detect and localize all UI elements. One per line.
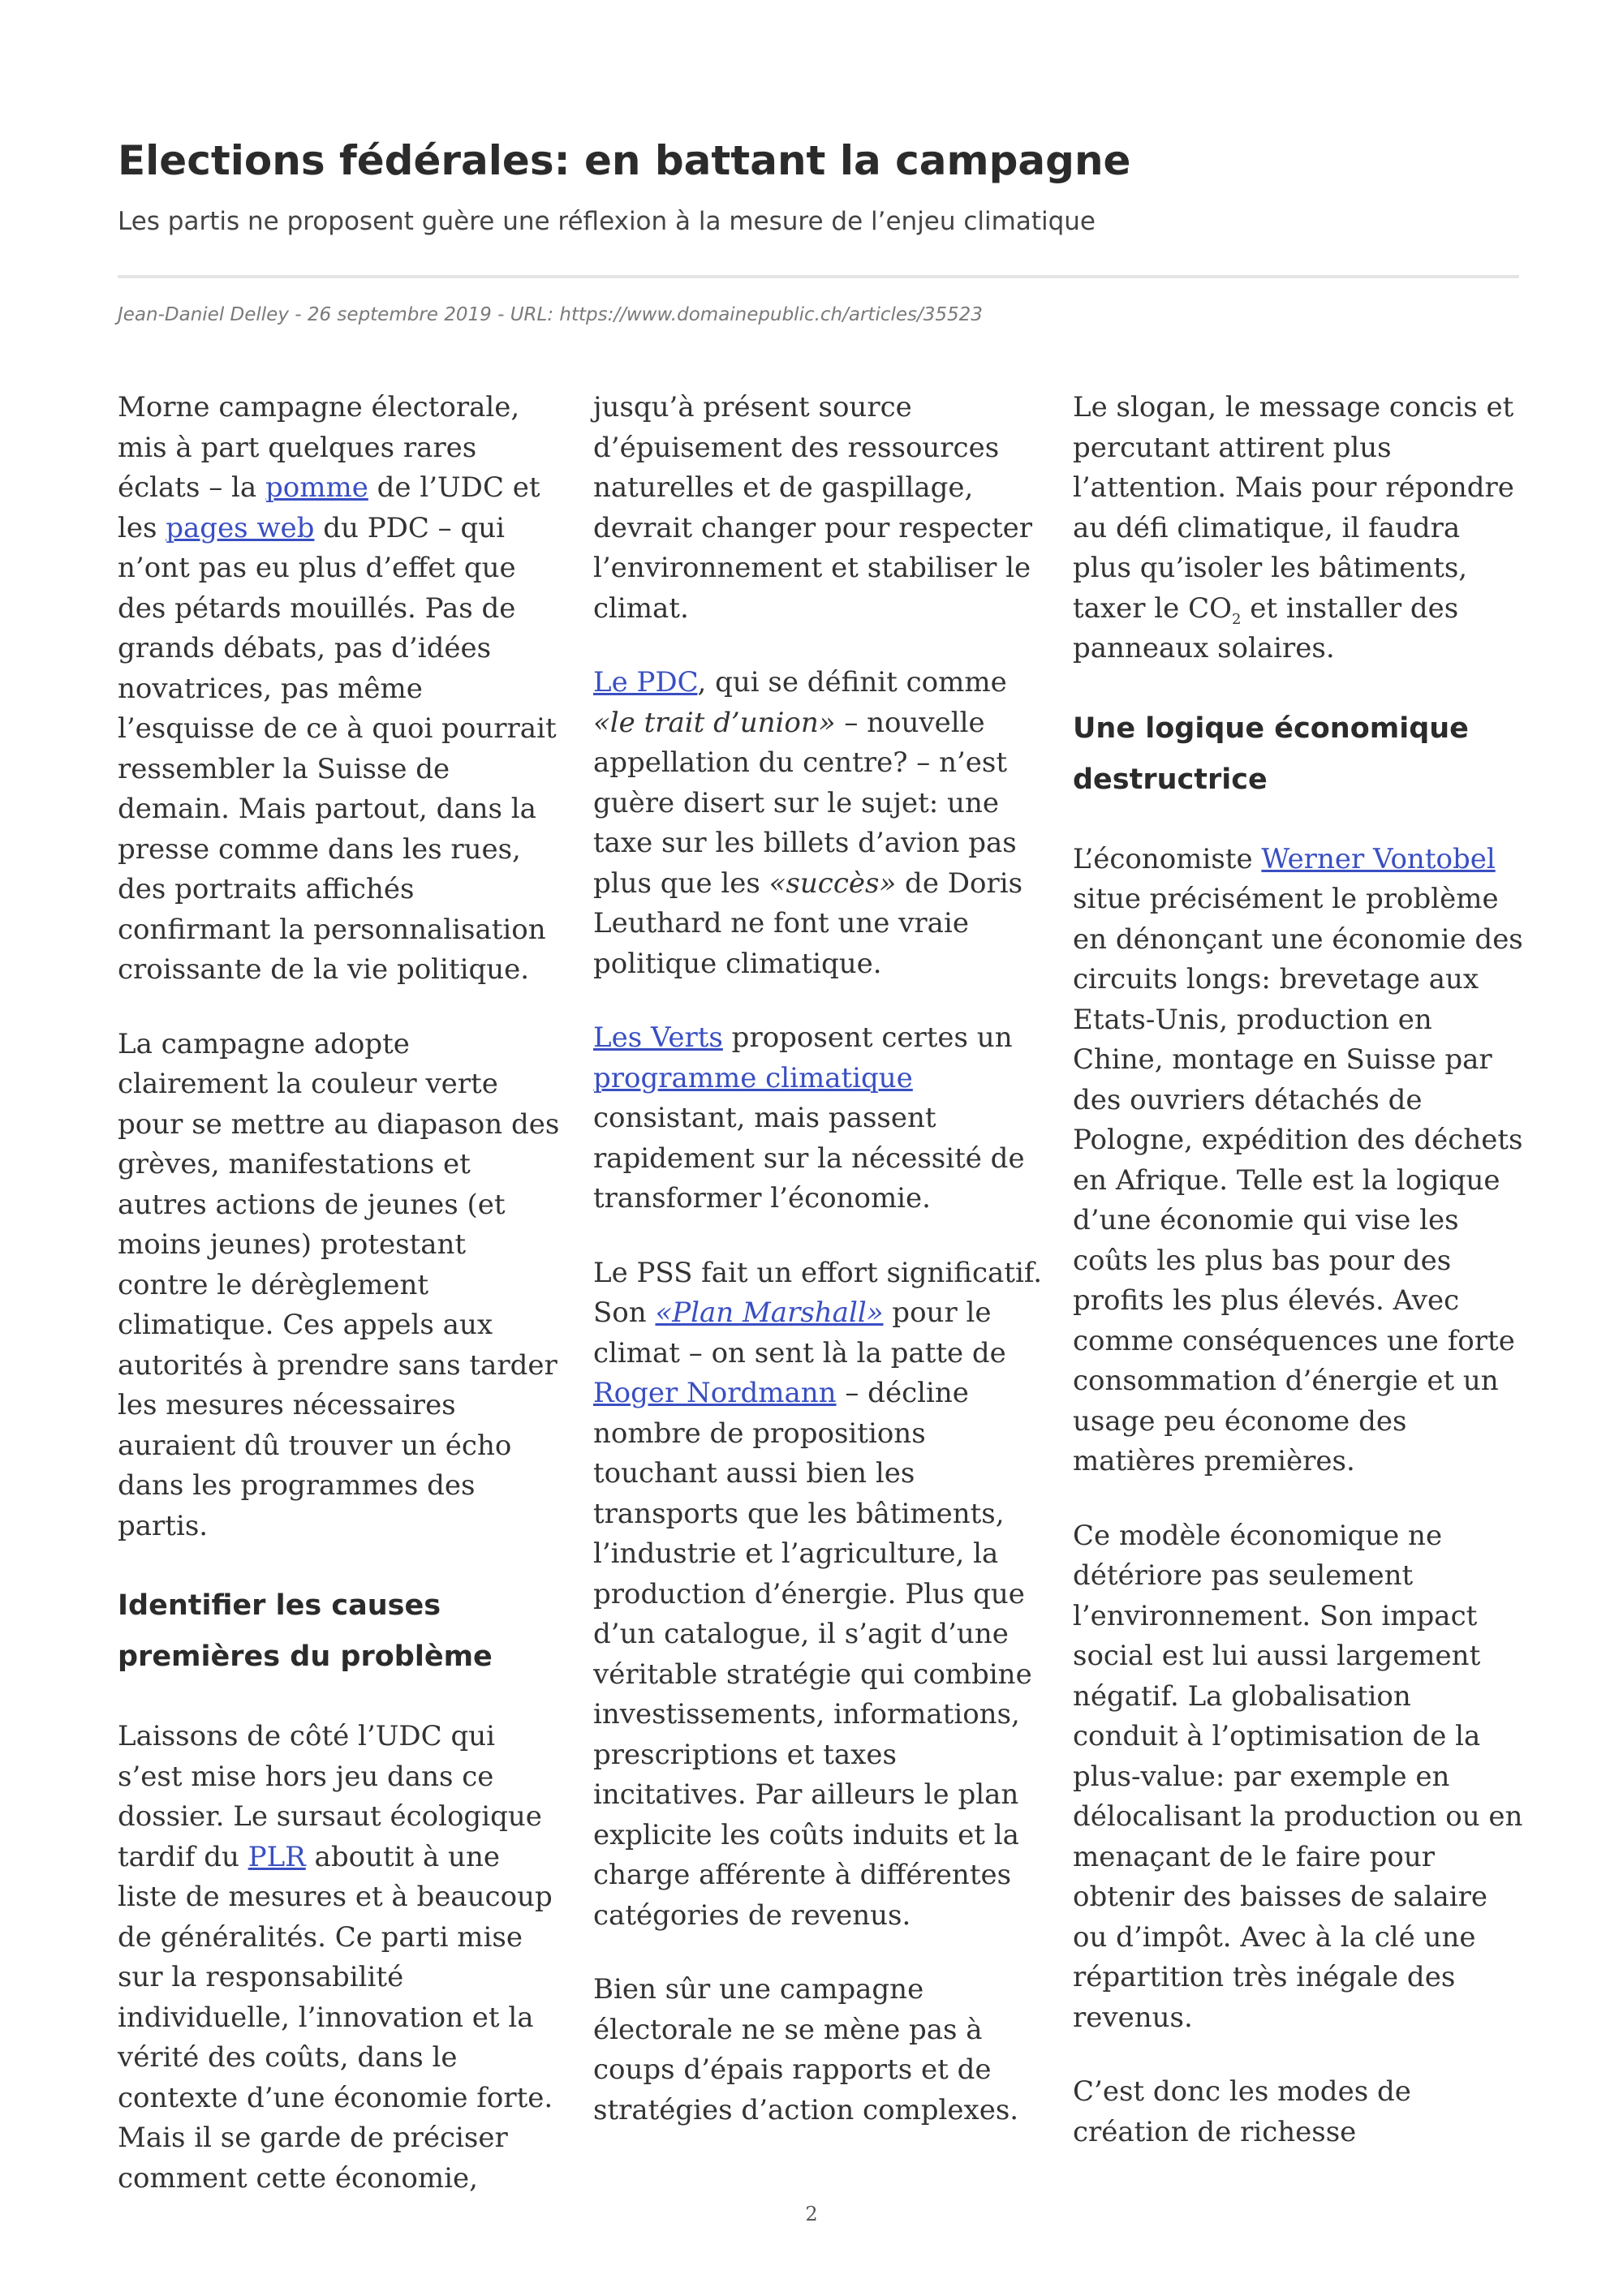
column-1 bbox=[118, 388, 564, 2233]
paragraph-8: L’économiste Werner Vontobel situe précisément le problème en dénonçant une économie des circuits longs: brevetage aux Etats-Unis, production en Chine, montage en Suisse par des ouvriers détachés de Pologne, expédition des déchets en Afrique. Telle est la logique d’une économie qui vise les coûts les plus bas pour des profits les plus élevés. Avec comme conséquences une forte consommation d’énergie et un usage peu économe des matières premières. bbox=[1073, 842, 1523, 1477]
subscript-2: 2 bbox=[1231, 610, 1242, 628]
link-programme-climatique[interactable]: programme climatique bbox=[593, 1061, 913, 1094]
quote-succes: «succès» bbox=[768, 866, 897, 900]
page-number: 2 bbox=[805, 2203, 818, 2225]
quote-trait-union: «le trait d’union» bbox=[593, 706, 836, 739]
paragraph-3: Laissons de côté l’UDC qui s’est mise hors jeu dans ce dossier. Le sursaut écologique tardif du PLR aboutit à une liste de mesures et à beaucoup de généralités. Ce parti mise sur la responsabilité individuelle, l’innovation et la vérité des coûts, dans le contexte d’une économie forte. Mais il se garde de préciser comment cette économie, bbox=[118, 1720, 553, 2195]
paragraph-3-text: aboutit à une liste de mesures et à beaucoup de généralités. Ce parti mise sur la responsabilité individuelle, l’innovation et la vérité des coûts, dans le contexte d’une économie forte. Mais il se garde de préciser comment cette économie, bbox=[118, 1840, 553, 2195]
article-meta: Jean-Daniel Delley - 26 septembre 2019 - URL: https://www.domainepublic.ch/articles/35523 bbox=[118, 304, 983, 325]
paragraph-2: La campagne adopte clairement la couleur verte pour se mettre au diapason des grèves, manifestations et autres actions de jeunes (et moins jeunes) protestant contre le dérèglement climatique. Ces appels aux autorités à prendre sans tarder les mesures nécessaires auraient dû trouver un écho dans les programmes des partis. bbox=[118, 1027, 560, 1542]
article-subtitle: Les partis ne proposent guère une réflexion à la mesure de l’enjeu climatique bbox=[118, 207, 1096, 236]
link-plan-marshall[interactable]: «Plan Marshall» bbox=[655, 1296, 884, 1329]
link-les-verts[interactable]: Les Verts bbox=[593, 1021, 723, 1054]
paragraph-1: Morne campagne électorale, mis à part quelques rares éclats – la pomme de l’UDC et les pages web du PDC – qui n’ont pas eu plus d’effet que des pétards mouillés. Pas de grands débats, pas d’idées novatrices, pas même l’esquisse de ce à quoi pourrait ressembler la Suisse de demain. Mais partout, dans la presse comme dans les rues, des portraits affichés confirmant la personnalisation croissante de la vie politique. bbox=[118, 391, 557, 986]
paragraph-7-continued: Le slogan, le message concis et percutant attirent plus l’attention. Mais pour répondre au défi climatique, il faudra plus qu’isoler les bâtiments, taxer le $CO_2$ et installer des panneaux solaires. bbox=[1073, 391, 1514, 664]
link-plr[interactable]: PLR bbox=[248, 1840, 306, 1873]
paragraph-6: Le PSS fait un effort significatif. Son «Plan Marshall» pour le climat – on sent là la patte de Roger Nordmann – décline nombre de propositions touchant aussi bien les transports que les bâtiments, l’industrie et l’agriculture, la production d’énergie. Plus que d’un catalogue, il s’agit d’une véritable stratégie qui combine investissements, informations, prescriptions et taxes incitatives. Par ailleurs le plan explicite les coûts induits et la charge afférente à différentes catégories de revenus. bbox=[593, 1256, 1043, 1932]
paragraph-10: C’est donc les modes de création de richesse bbox=[1073, 2075, 1411, 2148]
paragraph-9: Ce modèle économique ne détériore pas seulement l’environnement. Son impact social est lui aussi largement négatif. La globalisation conduit à l’optimisation de la plus-value: par exemple en délocalisant la production ou en menaçant de le faire pour obtenir des baisses de salaire ou d’impôt. Avec à la clé une répartition très inégale des revenus. bbox=[1073, 1519, 1523, 2034]
paragraph-3-continued: jusqu’à présent source d’épuisement des ressources naturelles et de gaspillage, devrait changer pour respecter l’environnement et stabiliser le climat. bbox=[593, 391, 1032, 625]
paragraph-7: Bien sûr une campagne électorale ne se mène pas à coups d’épais rapports et de stratégies d’action complexes. bbox=[593, 1973, 1019, 2126]
link-pages-web[interactable]: pages web bbox=[166, 511, 315, 544]
column-3 bbox=[1073, 388, 1523, 2186]
column-2 bbox=[593, 388, 1044, 2165]
header-divider bbox=[118, 275, 1519, 278]
paragraph-5: Les Verts proposent certes un programme climatique consistant, mais passent rapidement sur la nécessité de transformer l’économie. bbox=[593, 1021, 1025, 1215]
link-werner-vontobel[interactable]: Werner Vontobel bbox=[1261, 842, 1496, 875]
link-pomme[interactable]: pomme bbox=[265, 471, 368, 504]
section-heading-causes: Identifier les causes premières du problème bbox=[118, 1589, 493, 1673]
link-le-pdc[interactable]: Le PDC bbox=[593, 666, 698, 699]
paragraph-4: Le PDC, qui se définit comme «le trait d’union» – nouvelle appellation du centre? – n’est guère disert sur le sujet: une taxe sur les billets d’avion pas plus que les «succès» de Doris Leuthard ne font une vraie politique climatique. bbox=[593, 666, 1023, 980]
article-title: Elections fédérales: en battant la campagne bbox=[118, 137, 1131, 184]
section-heading-logique: Une logique économique destructrice bbox=[1073, 712, 1469, 796]
link-roger-nordmann[interactable]: Roger Nordmann bbox=[593, 1377, 837, 1409]
